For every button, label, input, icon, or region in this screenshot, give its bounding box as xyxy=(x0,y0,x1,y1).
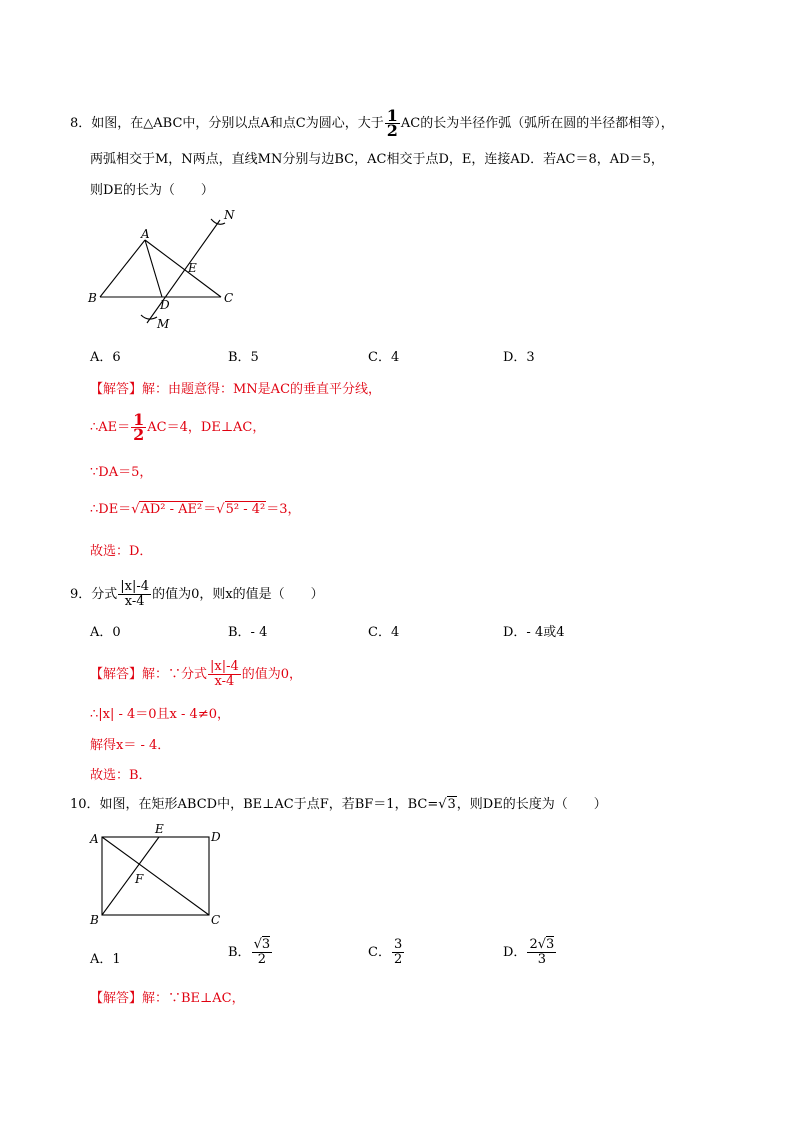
q8-seg-ad xyxy=(145,240,162,297)
q10-opt-d-prefix: D． xyxy=(503,945,527,960)
q10-text-b: ，则DE的长度为（ ） xyxy=(456,797,607,812)
q8-option-d[interactable]: D．3 xyxy=(503,350,535,365)
q8-label-n: N xyxy=(224,208,235,222)
q8-option-c[interactable]: C．4 xyxy=(368,350,400,365)
q10-opt-c-fraction xyxy=(392,938,404,967)
q9-number: 9． xyxy=(70,587,92,602)
q9-tail: 的值为0，则x的值是（ ） xyxy=(152,587,324,602)
q10-opt-b-num: √3 xyxy=(253,937,271,952)
q9-ans-l1-b: 的值为0， xyxy=(241,667,303,682)
q9-lead: 分式 xyxy=(91,587,118,602)
q8-ans-sqrt2: √5² - 4² xyxy=(216,502,266,517)
q8-number: 8． xyxy=(70,116,92,131)
q10-opt-b-rad: 3 xyxy=(261,937,271,952)
q8-option-a[interactable]: A．6 xyxy=(90,350,121,365)
q10-seg-ac xyxy=(102,837,209,915)
q10-answer-l1: 【解答】解：∵BE⊥AC， xyxy=(90,991,245,1006)
q9-option-b[interactable]: B．- 4 xyxy=(228,625,268,640)
q8-arc-m xyxy=(141,315,157,319)
q10-bc-sqrt: √3 xyxy=(438,797,456,812)
q10-label-f: F xyxy=(135,872,144,886)
q8-option-b[interactable]: B．5 xyxy=(228,350,259,365)
q8-line1 xyxy=(70,106,674,140)
q8-answer-l3: ∵DA＝5， xyxy=(90,465,153,480)
q8-line3: 则DE的长为（ ） xyxy=(90,183,214,198)
q10-option-a[interactable]: A．1 xyxy=(90,952,121,967)
q8-ans-l2-b: AC＝4，DE⊥AC， xyxy=(147,420,266,435)
q8-line2: 两弧相交于M，N两点，直线MN分别与边BC，AC相交于点D，E，连接AD．若AC＝8，AD＝5， xyxy=(90,152,664,167)
q10-label-a: A xyxy=(90,832,99,846)
q10-option-c[interactable] xyxy=(368,938,405,967)
q8-ans-l4-a: ∴DE＝ xyxy=(90,502,132,517)
q10-label-e: E xyxy=(155,822,164,836)
q10-number: 10． xyxy=(70,797,100,812)
q8-frac-den: 2 xyxy=(386,121,398,140)
q8-label-a: A xyxy=(141,227,150,241)
q10-opt-b-prefix: B． xyxy=(228,945,251,960)
q8-label-e: E xyxy=(188,261,197,275)
q10-opt-c-num: 3 xyxy=(393,937,403,952)
q9-frac-num: |x|-4 xyxy=(120,579,150,594)
q9-ans-frac-num: |x|-4 xyxy=(210,659,239,674)
q10-bc-rad: 3 xyxy=(447,797,456,812)
q9-line1 xyxy=(70,580,324,609)
q8-text-a: 如图，在△ABC中，分别以点A和点C为圆心，大于 xyxy=(91,116,384,131)
q10-opt-d-rad: 3 xyxy=(546,937,555,952)
q10-option-d[interactable] xyxy=(503,938,557,967)
q10-figure xyxy=(85,820,235,930)
q9-answer-l2: ∴|x| - 4＝0且x - 4≠0， xyxy=(90,707,230,722)
q8-ans-frac-num: 1 xyxy=(133,410,145,429)
q10-label-c: C xyxy=(211,913,221,927)
q8-fraction xyxy=(385,106,400,140)
q10-label-b: B xyxy=(90,913,99,927)
q10-option-b[interactable] xyxy=(228,938,273,967)
q9-option-a[interactable]: A．0 xyxy=(90,625,121,640)
q8-ans-l4-b: ＝3， xyxy=(266,502,301,517)
q8-ans-rad2: 5² - 4² xyxy=(225,502,266,517)
q8-ans-sqrt1: √AD² - AE² xyxy=(131,502,203,517)
q10-opt-c-den: 2 xyxy=(393,952,403,967)
q8-answer-l4 xyxy=(90,502,300,518)
q10-line1 xyxy=(70,797,607,813)
q10-opt-b-den: 2 xyxy=(257,952,266,967)
q8-ans-l2-a: ∴AE＝ xyxy=(90,420,131,435)
q8-label-c: C xyxy=(224,291,234,305)
q10-text-a: 如图，在矩形ABCD中，BE⊥AC于点F，若BF＝1， xyxy=(99,797,408,812)
q8-answer-l5: 故选：D． xyxy=(90,544,153,559)
q10-seg-be xyxy=(102,837,159,915)
q10-bc-label: BC= xyxy=(407,797,439,812)
q8-label-d: D xyxy=(160,298,170,312)
q8-ans-rad1: AD² - AE² xyxy=(140,502,203,517)
q9-option-d[interactable]: D．- 4或4 xyxy=(503,625,565,640)
q10-opt-d-num: 2√3 xyxy=(529,937,555,952)
q10-opt-d-fraction xyxy=(527,938,556,967)
q9-answer-l1 xyxy=(90,660,302,689)
q8-label-b: B xyxy=(88,291,97,305)
q9-frac-den: x-4 xyxy=(124,594,145,609)
q10-opt-b-fraction xyxy=(252,938,273,967)
q9-ans-fraction xyxy=(208,660,241,689)
q8-ans-eq: ＝ xyxy=(203,502,217,517)
q8-arc-n xyxy=(211,219,225,224)
q8-figure xyxy=(85,205,255,335)
q8-ans-frac-den: 2 xyxy=(133,425,145,444)
q9-ans-l1-a: 【解答】解：∵分式 xyxy=(90,667,208,682)
q8-seg-ac xyxy=(145,240,221,297)
q9-ans-frac-den: x-4 xyxy=(214,674,235,689)
q8-text-b: AC的长为半径作弧（弧所在圆的半径都相等）， xyxy=(400,116,674,131)
q10-opt-c-prefix: C． xyxy=(368,945,391,960)
q8-line-mn xyxy=(147,220,220,323)
q10-opt-d-coef: 2 xyxy=(529,937,538,952)
q8-label-m: M xyxy=(157,317,170,331)
q8-answer-l2 xyxy=(90,410,266,444)
q9-answer-l3: 解得x＝ - 4． xyxy=(90,738,171,753)
q9-answer-l4: 故选：B． xyxy=(90,768,152,783)
q8-frac-num: 1 xyxy=(386,106,398,125)
q8-seg-ab xyxy=(100,240,145,297)
q9-fraction xyxy=(118,580,151,609)
q10-label-d: D xyxy=(211,830,221,844)
q8-ans-fraction xyxy=(131,410,146,444)
q10-opt-d-den: 3 xyxy=(537,952,546,967)
q8-answer-l1: 【解答】解：由题意得：MN是AC的垂直平分线， xyxy=(90,382,382,397)
q9-option-c[interactable]: C．4 xyxy=(368,625,400,640)
